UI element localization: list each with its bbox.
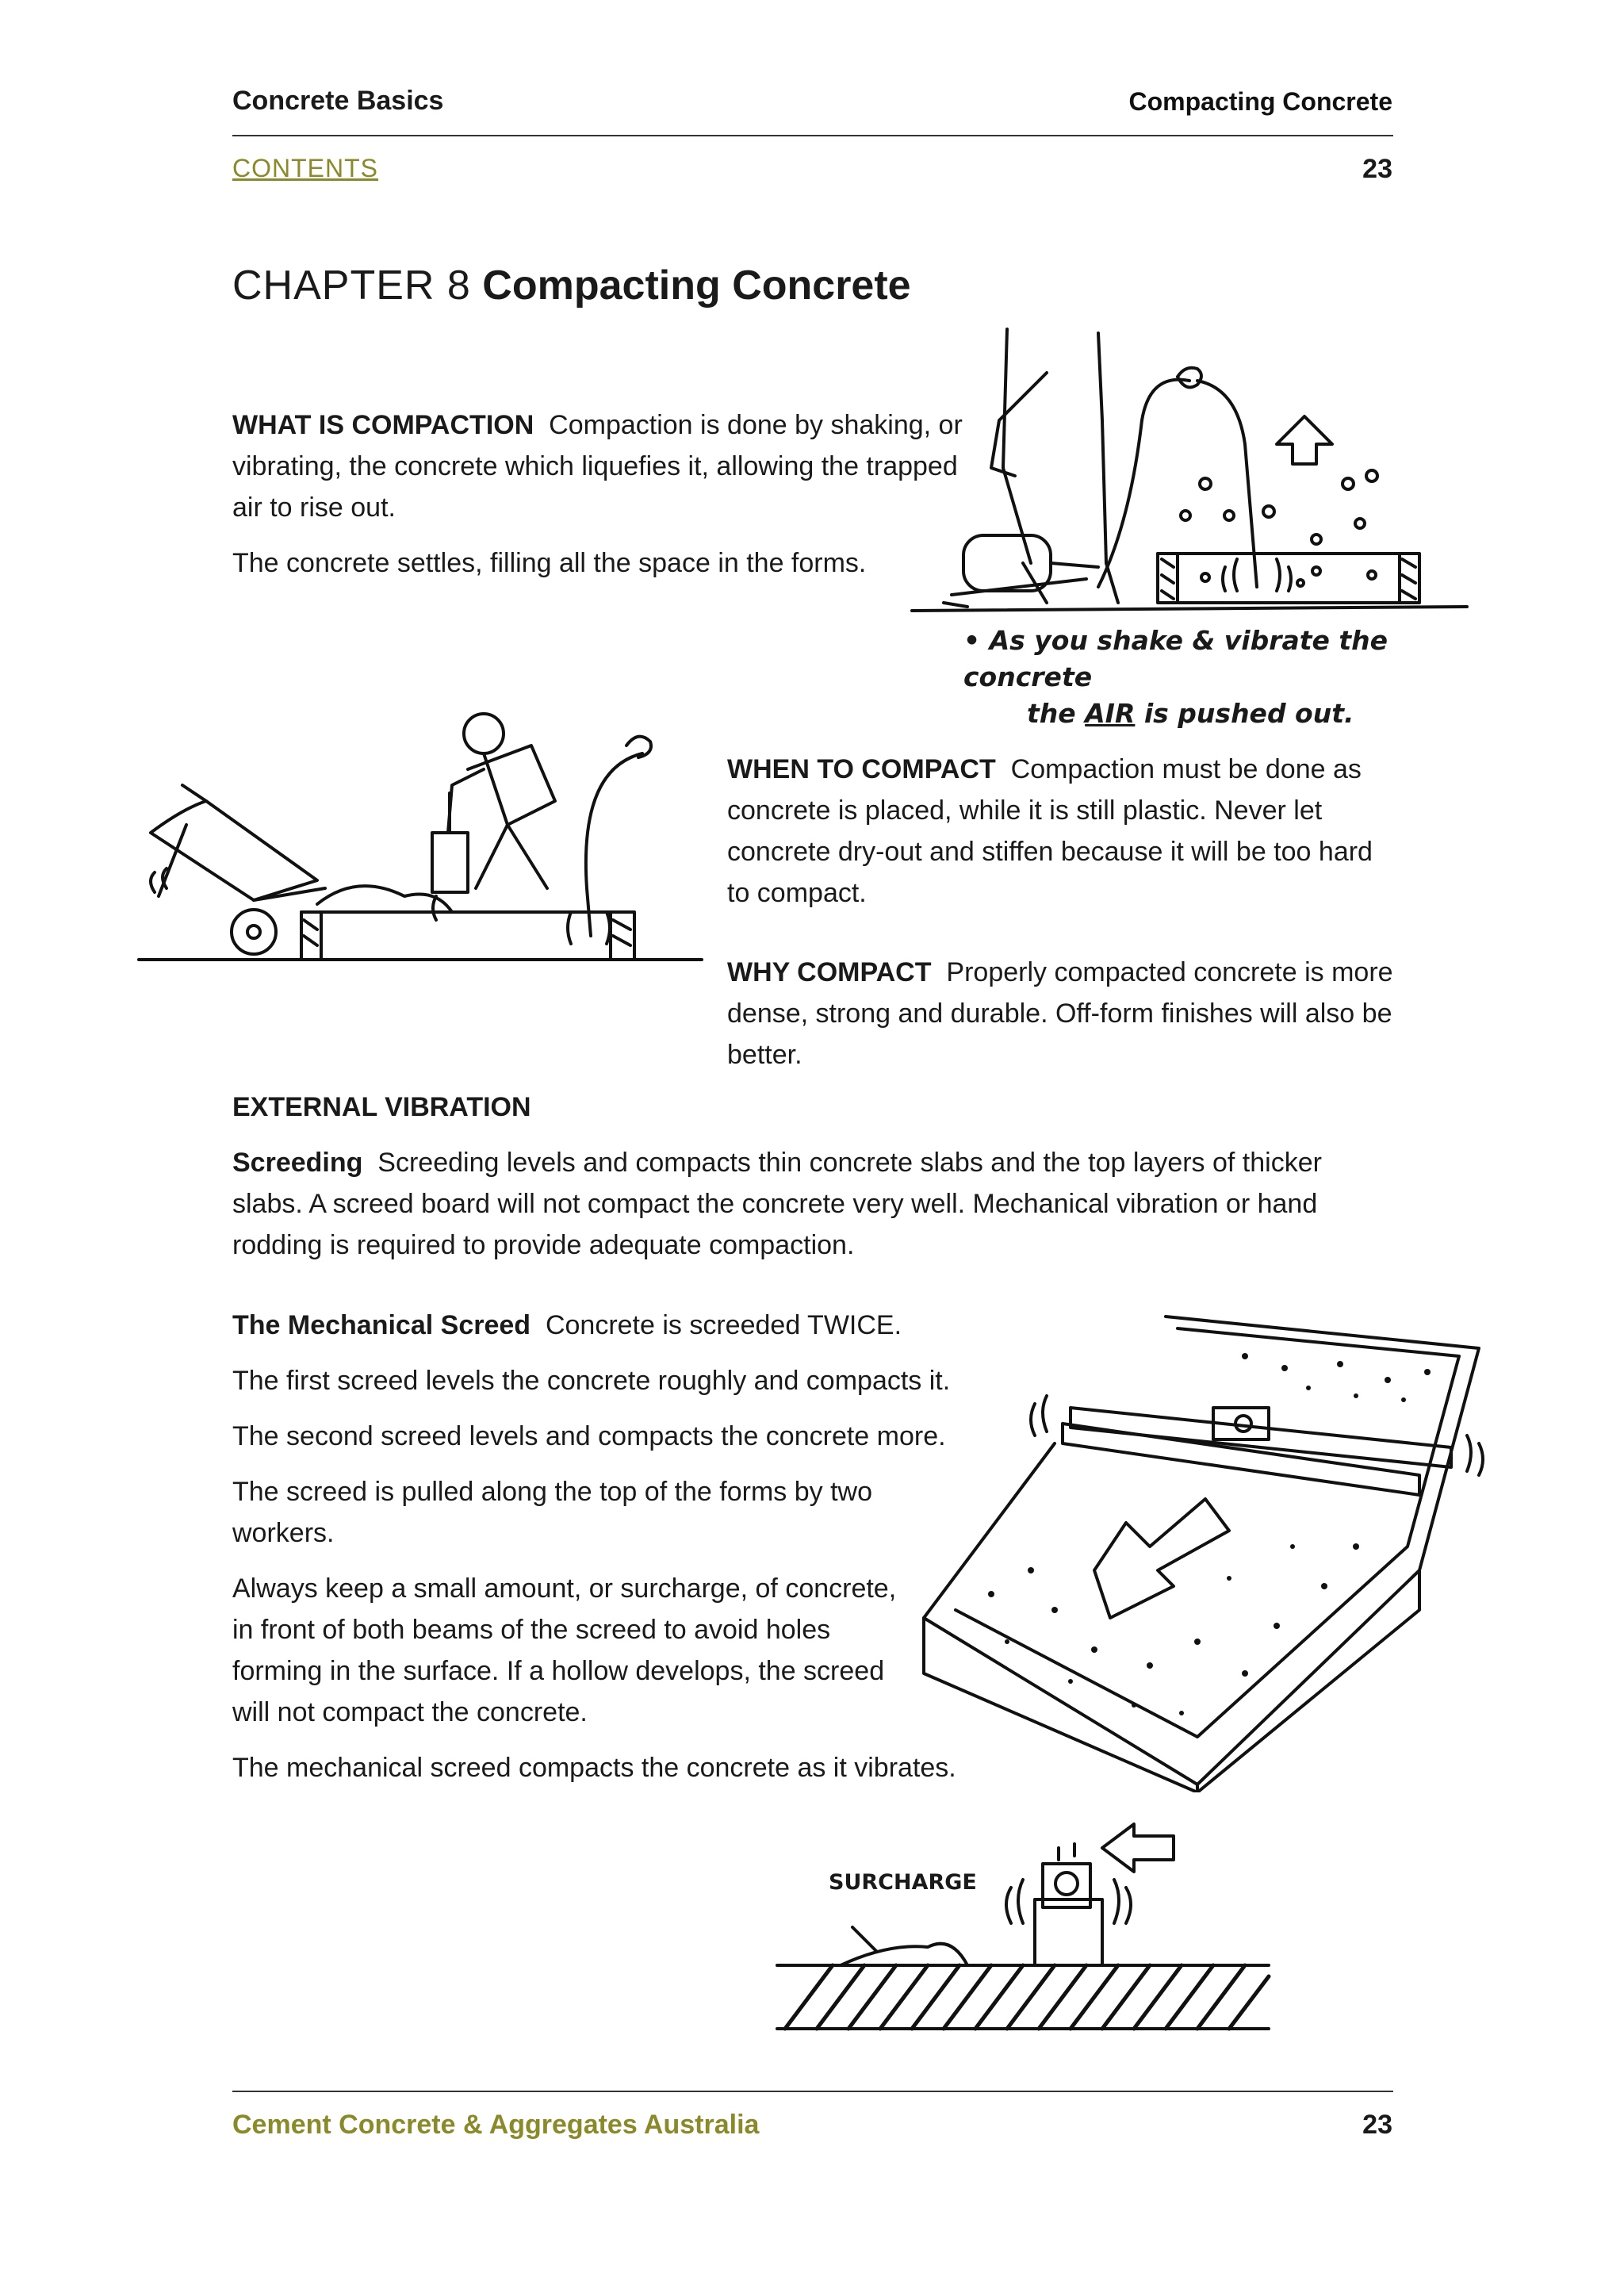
chapter-label: CHAPTER 8 bbox=[232, 263, 471, 309]
when-to-compact-text: Compaction must be done as concrete is placed, while it is still plastic. Never let concrete dry-out and stiffen because it will be too hard to compact. bbox=[727, 754, 1373, 908]
chapter-heading bbox=[232, 262, 911, 309]
mechanical-screed-intro: Concrete is screeded TWICE. bbox=[545, 1310, 902, 1340]
mechanical-screed-p3: The screed is pulled along the top of the forms by two workers. bbox=[232, 1477, 873, 1548]
mechanical-screed-slab-illustration bbox=[912, 1309, 1491, 1792]
when-to-compact-heading: WHEN TO COMPACT bbox=[727, 754, 996, 784]
screeding-text: Screeding levels and compacts thin concrete slabs and the top layers of thicker slabs. A screed board will not compact the concrete very well. Mechanical vibration or hand rodding is required to provide adequate compaction. bbox=[232, 1148, 1322, 1260]
note-line1: As you shake & vibrate the concrete bbox=[963, 625, 1388, 692]
section-mechanical-screed bbox=[232, 1305, 1025, 1788]
publisher-name: Cement Concrete & Aggregates Australia bbox=[232, 2110, 760, 2140]
what-is-compaction-text: Compaction is done by shaking, or vibrating, the concrete which liquefies it, allowing the trapped air to rise out. bbox=[232, 410, 963, 523]
external-vibration-heading: EXTERNAL VIBRATION bbox=[232, 1092, 531, 1122]
mechanical-screed-p2: The second screed levels and compacts the concrete more. bbox=[232, 1421, 946, 1451]
book-title: Concrete Basics bbox=[232, 86, 444, 116]
what-is-compaction-heading: WHAT IS COMPACTION bbox=[232, 410, 534, 440]
section-why-compact bbox=[727, 952, 1393, 1075]
footer-rule bbox=[232, 2091, 1393, 2092]
note-line2-air: AIR bbox=[1085, 698, 1136, 729]
mechanical-screed-p5: The mechanical screed compacts the concrete as it vibrates. bbox=[232, 1753, 956, 1783]
section-external-vibration bbox=[232, 1087, 1393, 1266]
what-is-compaction-text2: The concrete settles, filling all the space in the forms. bbox=[232, 548, 867, 578]
mechanical-screed-p4: Always keep a small amount, or surcharge, of concrete, in front of both beams of the screed to avoid holes forming in the surface. If a hollow develops, the screed will not compact the concrete. bbox=[232, 1573, 897, 1727]
why-compact-text: Properly compacted concrete is more dense, strong and durable. Off-form finishes will also be better. bbox=[727, 957, 1393, 1070]
header-rule bbox=[232, 135, 1393, 136]
page-number-top: 23 bbox=[1362, 154, 1392, 184]
contents-link[interactable]: CONTENTS bbox=[232, 154, 378, 182]
screeding-heading: Screeding bbox=[232, 1148, 363, 1178]
poker-vibrator-illustration bbox=[904, 325, 1475, 619]
wheelbarrow-worker-illustration bbox=[135, 698, 706, 968]
page-number-bottom: 23 bbox=[1362, 2110, 1392, 2140]
section-when-to-compact bbox=[727, 749, 1393, 914]
note-line2-c: is pushed out. bbox=[1135, 698, 1354, 729]
surcharge-section-illustration bbox=[761, 1808, 1277, 2046]
mechanical-screed-p1: The first screed levels the concrete roughly and compacts it. bbox=[232, 1366, 951, 1396]
air-pushed-out-note bbox=[963, 623, 1471, 732]
mechanical-screed-heading: The Mechanical Screed bbox=[232, 1310, 531, 1340]
why-compact-heading: WHY COMPACT bbox=[727, 957, 932, 987]
section-title: Compacting Concrete bbox=[1128, 87, 1392, 116]
note-line2-a: the bbox=[1027, 698, 1086, 729]
section-what-is-compaction bbox=[232, 404, 994, 584]
surcharge-label: SURCHARGE bbox=[829, 1870, 977, 1895]
bullet-icon: • bbox=[963, 625, 990, 656]
chapter-title: Compacting Concrete bbox=[482, 263, 911, 309]
